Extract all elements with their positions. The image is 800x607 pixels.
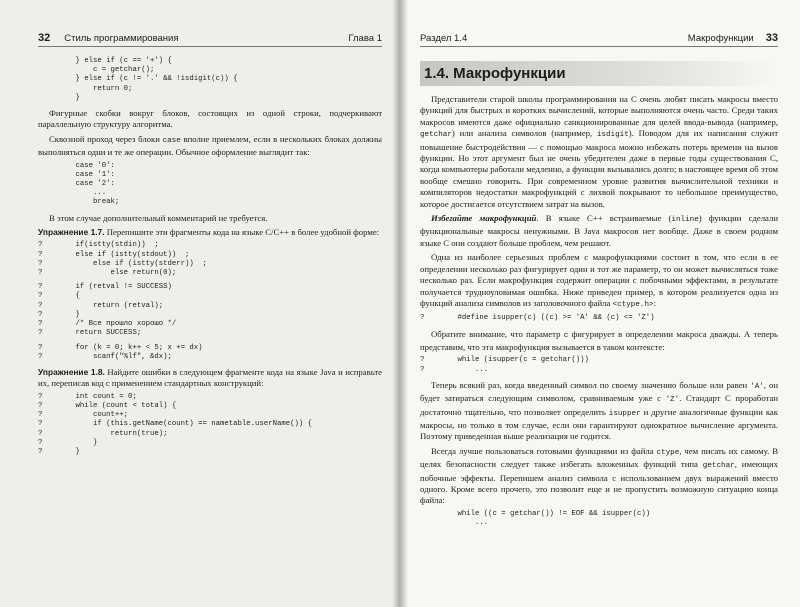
code-text: c = getchar(); <box>58 66 155 75</box>
text-run: ). Поводом для их написания служит повышение быстродействия — с помощью макроса можно избежать потерь времени на вызов функции. Но этот аргумент был не очень убедителен даже в первые годы существования C, когда компьютеры работали медленно, а функции вызывались долго; в настоящее время об этом вообще смешно говорить. При современном уровне развития вычислительной техники и компиляторов недостатки макрофункций с лихвой покрывают то небольшое преимущество, которое достигается отсутствием затрат на вызов. <box>420 128 778 209</box>
code-line <box>38 329 382 338</box>
paragraph <box>420 446 778 507</box>
code-line <box>420 366 778 375</box>
code-line <box>38 283 382 292</box>
code-line <box>38 198 382 207</box>
code-text: while ((c = getchar()) != EOF && isupper(c)) <box>440 509 651 518</box>
code-block <box>38 283 382 338</box>
line-marker <box>38 198 58 207</box>
paragraph: В этом случае дополнительный комментарий не требуется. <box>49 212 268 223</box>
code-block <box>420 510 778 528</box>
text-run: : <box>653 297 656 308</box>
code-line <box>38 180 382 189</box>
code-text: case '0': <box>58 161 115 170</box>
code-block <box>38 57 382 103</box>
line-marker: ? <box>420 314 425 323</box>
exercise-text: Найдите ошибки в следующем фрагменте кода на языке Java и исправьте их, переписав код с применением стандартных конструкций: <box>38 366 382 389</box>
code-text: } else if (c != '.' && !isdigit(c)) { <box>58 75 238 84</box>
chapter-label: Глава 1 <box>348 33 382 44</box>
code-line <box>38 393 382 402</box>
code-line <box>38 420 382 429</box>
text-run: Обратите внимание, что параметр <box>431 328 564 339</box>
paragraph <box>420 329 778 354</box>
code-text: } <box>58 310 80 319</box>
line-marker: ? <box>38 420 43 429</box>
code-text: int count = 0; <box>58 392 137 401</box>
code-line <box>38 241 382 250</box>
line-marker <box>420 519 440 528</box>
exercise-1-7 <box>38 227 382 238</box>
code-text: else if (istty(stderr)) ; <box>58 259 207 268</box>
code-text: return 0; <box>58 84 133 93</box>
line-marker: ? <box>38 250 43 259</box>
text-run: Всегда лучше пользоваться готовыми функциями из файла <box>431 445 657 456</box>
code-text: } <box>58 93 80 102</box>
line-marker: ? <box>38 429 43 438</box>
code-line <box>38 162 382 171</box>
inline-code: 'A' <box>750 382 764 391</box>
line-marker: ? <box>38 241 43 250</box>
text-run: Представители старой школы программирования на C очень любят писать макросы вместо функций для быстрых и коротких вычислений, которые выполняются очень часто. Среди таких макросов имеются даже официально санкционированные для целей ввода-вывода (например, <box>420 94 778 127</box>
code-text: count++; <box>58 411 129 420</box>
code-text: } <box>58 447 80 456</box>
code-line <box>38 353 382 362</box>
code-text: return(true); <box>58 429 168 438</box>
code-line <box>38 75 382 84</box>
exercise-1-8 <box>38 367 382 390</box>
line-marker: ? <box>420 365 425 374</box>
code-text: return SUCCESS; <box>58 329 142 338</box>
code-line <box>38 260 382 269</box>
code-text: #define isupper(c) ((c) >= 'A' && (c) <= 'Z') <box>440 314 655 323</box>
text-run: , имеющих побочные эффекты. Перепишем анализ символа с использованием двух выражений вместо одного. Кроме всего прочего, это позволит еще и не пропустить возможную ситуацию конца файла: <box>420 459 778 506</box>
paragraph <box>38 108 382 131</box>
code-line <box>38 411 382 420</box>
line-marker: ? <box>38 320 43 329</box>
code-block <box>38 162 382 208</box>
code-line <box>38 402 382 411</box>
code-text: /* Все прошло хорошо */ <box>58 320 177 329</box>
left-page-number: 32 <box>38 32 51 44</box>
text-run: . Стандарт C проработан достаточно тщательно, что позволяет определить <box>420 393 778 417</box>
book-gutter <box>392 0 408 607</box>
code-line <box>38 292 382 301</box>
line-marker <box>38 171 58 180</box>
inline-code: inline <box>671 216 699 225</box>
right-running-head <box>420 32 778 47</box>
text-run: Сквозной проход через блоки <box>49 133 163 144</box>
paragraph <box>420 213 778 249</box>
right-running-title: Макрофункции <box>687 33 754 44</box>
inline-code: getchar <box>420 131 452 140</box>
code-text: case '2': <box>58 180 115 189</box>
code-text: else if (istty(stdout)) ; <box>58 250 190 259</box>
code-line <box>38 251 382 260</box>
code-line <box>420 314 778 323</box>
code-line <box>38 320 382 329</box>
text-run: . В языке C++ встраиваемые ( <box>536 213 672 224</box>
line-marker: ? <box>38 269 43 278</box>
code-text: ... <box>440 519 489 527</box>
code-line <box>38 311 382 320</box>
paragraph <box>38 134 382 159</box>
section-title: 1.4. Макрофункции <box>420 61 778 86</box>
line-marker: ? <box>38 329 43 338</box>
left-running-head <box>38 32 382 47</box>
code-text: { <box>58 292 80 301</box>
line-marker: ? <box>38 438 43 447</box>
line-marker: ? <box>38 401 43 410</box>
code-line <box>38 94 382 103</box>
line-marker <box>38 189 58 198</box>
code-block <box>38 393 382 457</box>
paragraph <box>420 380 778 443</box>
code-text: while (isupper(c = getchar())) <box>440 356 589 365</box>
code-line <box>420 356 778 365</box>
code-block <box>38 344 382 362</box>
inline-code: isdigit <box>596 131 629 140</box>
code-text: for (k = 0; k++ < 5; x += dx) <box>58 343 203 352</box>
code-line <box>38 430 382 439</box>
code-block <box>420 314 778 323</box>
line-marker <box>38 85 58 94</box>
text-run: фигурирует в определении макроса дважды. А теперь представим, что эта макрофункция вызывается в таком контексте: <box>420 328 778 352</box>
inline-code: isupper <box>608 409 641 418</box>
paragraph <box>420 94 778 210</box>
text-run: Одна из наиболее серьезных проблем с макрофункциями состоит в том, что если в ее определении несколько раз фигурирует один и тот же параметр, то он может вычисляться тоже несколько раз. Если макрофункция содержит операции с побочными эффектами, в результате получается трудноуловимая ошибка. Ниже приведен пример, в котором реализуется одна из функций анализа символов из заголовочного файла <box>420 252 778 308</box>
line-marker: ? <box>38 392 43 401</box>
line-marker: ? <box>38 301 43 310</box>
code-line <box>38 302 382 311</box>
exercise-text: Перепишите эти фрагменты кода на языке C/C++ в более удобной форме: <box>104 227 380 238</box>
code-text: if (retval != SUCCESS) <box>58 283 172 292</box>
left-running-title: Стиль программирования <box>64 33 179 44</box>
code-block <box>420 356 778 374</box>
line-marker: ? <box>38 352 43 361</box>
code-line <box>420 519 778 528</box>
emphasis-label: Избегайте макрофункций <box>431 213 537 224</box>
inline-code: case <box>162 136 181 145</box>
line-marker <box>420 510 440 519</box>
inline-code: <ctype.h> <box>612 300 654 309</box>
exercise-label: Упражнение 1.7. <box>38 227 105 238</box>
code-text: while (count < total) { <box>58 401 177 410</box>
line-marker: ? <box>38 310 43 319</box>
line-marker: ? <box>38 292 43 301</box>
code-text: scanf("%lf", &dx); <box>58 352 172 361</box>
code-line <box>38 189 382 198</box>
code-text: else return(0); <box>58 269 177 278</box>
code-text: ... <box>440 365 489 374</box>
code-line <box>38 448 382 457</box>
text-run: Теперь всякий раз, когда введенный символ по своему значению больше или равен <box>431 379 751 390</box>
line-marker: ? <box>38 447 43 456</box>
line-marker <box>38 162 58 171</box>
right-page-number: 33 <box>765 32 778 44</box>
line-marker <box>38 180 58 189</box>
code-line <box>38 171 382 180</box>
inline-code: 'Z' <box>665 396 680 405</box>
line-marker: ? <box>420 356 425 365</box>
code-text: case '1': <box>58 170 115 179</box>
text-run: и другие аналогичные функции как макросы, но только в том случае, если они гарантируют однократное вычисление аргумента. Поэтому приведенная выше реализация не годится. <box>420 406 778 442</box>
text-run: ) или анализа символов (например, <box>451 128 597 139</box>
code-text: if (this.getName(count) == nametable.userName()) { <box>58 420 312 429</box>
paragraph <box>420 252 778 311</box>
section-ref: Раздел 1.4 <box>420 33 468 44</box>
inline-code: ctype <box>656 448 680 457</box>
line-marker: ? <box>38 259 43 268</box>
code-line <box>38 85 382 94</box>
code-text: if(istty(stdin)) ; <box>58 241 159 250</box>
line-marker: ? <box>38 411 43 420</box>
code-text: } else if (c == '+') { <box>58 57 172 65</box>
line-marker <box>38 57 58 66</box>
line-marker <box>38 66 58 75</box>
code-line <box>38 66 382 75</box>
line-marker: ? <box>38 343 43 352</box>
code-line <box>420 510 778 519</box>
code-block <box>38 241 382 278</box>
code-line <box>38 269 382 278</box>
code-line <box>38 439 382 448</box>
right-page <box>400 0 800 607</box>
text-run: ) функции сделали функциональные макросы ненужными. В Java макросов нет вообще. Даже в своем родном языке C они создают больше проблем, чем решают. <box>420 213 778 248</box>
code-text: break; <box>58 198 120 207</box>
line-marker: ? <box>38 283 43 292</box>
inline-code: c <box>563 331 569 340</box>
text-run: , он будет затираться следующим символом, сравниваемым уже с <box>420 379 778 404</box>
text-run: вполне приемлем, если в нескольких блоках должны выполняться одни и те же операции. Обычное оформление выглядит так: <box>38 133 382 158</box>
code-line <box>38 57 382 66</box>
text-run: Фигурные скобки вокруг блоков, состоящих из одной строки, подчеркивают параллельную структуру алгоритма. <box>38 108 382 130</box>
exercise-label: Упражнение 1.8. <box>38 366 105 377</box>
line-marker <box>38 94 58 103</box>
text-run: , чем писать их самому. В целях безопасности следует также избегать вложенных функций типа <box>420 445 779 470</box>
code-text: ... <box>58 189 107 198</box>
inline-code: getchar <box>702 462 735 471</box>
code-line <box>38 344 382 353</box>
code-text: } <box>58 438 98 447</box>
code-text: return (retval); <box>58 301 164 310</box>
line-marker <box>38 75 58 84</box>
